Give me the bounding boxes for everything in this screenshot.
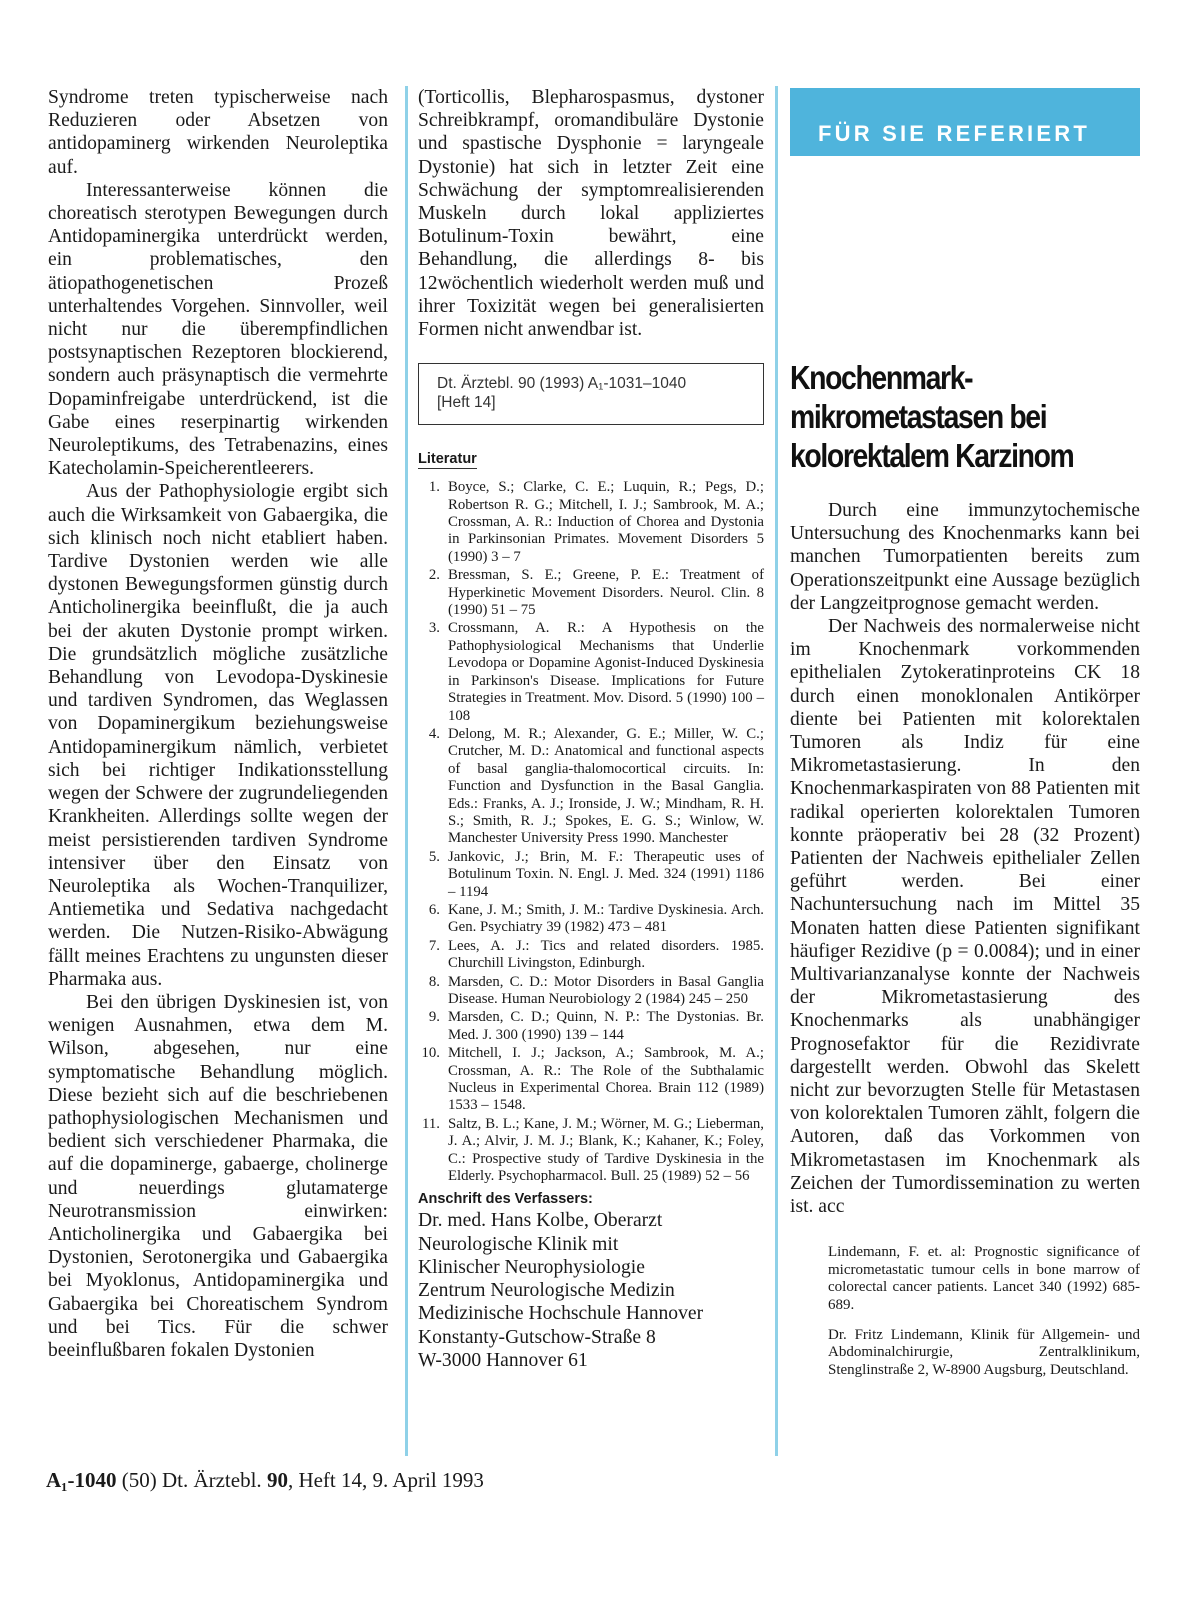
- reference-item: [418, 479, 764, 566]
- paragraph: Syndrome treten typischerweise nach Reduzieren oder Absetzen von antidopaminerg wirkenden Neuroleptika auf.: [48, 87, 388, 178]
- reference-number: 3.: [428, 620, 440, 637]
- section-banner: [790, 88, 1140, 156]
- reference-item: [418, 567, 764, 619]
- source-notes: [790, 1244, 1140, 1379]
- reference-number: 8.: [428, 973, 440, 990]
- address-line: Neurologische Klinik mit: [418, 1233, 619, 1255]
- reference-number: 5.: [428, 848, 440, 865]
- article-column-3: [790, 88, 1140, 1391]
- column-divider: [775, 86, 778, 1456]
- article-column-2: [418, 86, 764, 1372]
- reference-number: 11.: [422, 1115, 440, 1132]
- column-divider: [405, 86, 408, 1456]
- reference-text: Jankovic, J.; Brin, M. F.: Therapeutic uses of Botulinum Toxin. N. Engl. J. Med. 324 (1991) 1186 – 1194: [448, 848, 764, 900]
- reference-item: [418, 974, 764, 1009]
- reference-text: Marsden, C. D.: Motor Disorders in Basal Ganglia Disease. Human Neurobiology 2 (1984) 245 – 250: [448, 973, 764, 1008]
- reference-text: Saltz, B. L.; Kane, J. M.; Wörner, M. G.; Lieberman, J. A.; Alvir, J. M. J.; Blank, K.; Kahaner, K.; Foley, C.: Prospective study of Tardive Dyskinesia in the Elderly. Psychopharmacol. Bull. 25 (1989) 52 – 56: [448, 1115, 764, 1185]
- reference-number: 10.: [421, 1045, 440, 1062]
- banner-label: FÜR SIE REFERIERT: [818, 121, 1090, 146]
- reference-text: Kane, J. M.; Smith, J. M.: Tardive Dyskinesia. Arch. Gen. Psychiatry 39 (1982) 473 – 481: [448, 901, 764, 936]
- address-line: Klinischer Neurophysiologie: [418, 1256, 645, 1278]
- reference-text: Lees, A. J.: Tics and related disorders. 1985. Churchill Livingston, Edinburgh.: [448, 937, 764, 972]
- paragraph: Der Nachweis des normalerweise nicht im Knochenmark vorkommenden epithelialen Zytokeratinproteins CK 18 durch einen monoklonalen Antikörper diente bei Patienten mit kolorektalen Tumoren als Indiz für eine Mikrometastasierung. In den Knochenmarkaspiraten von 88 Patienten mit radikal operierten kolorektalen Tumoren konnte präoperativ bei 28 (32 Prozent) Patienten der Nachweis epithelialer Zellen geführt werden. Bei einer Nachuntersuchung nach im Mittel 35 Monaten hatten diese Patienten signifikant häufiger Rezidive (p = 0.0084); und in einer Multivarianzanalyse konnte der Nachweis der Mikrometastasierung des Knochenmarks als unabhängiger Prognosefaktor für die Rezidivrate dargestellt werden. Obwohl das Skelett nicht zur bevorzugten Stelle für Metastasen von kolorektalen Tumoren zählt, folgern die Autoren, daß das Vorkommen von Mikrometastasen im Knochenmark als Zeichen der Tumordissemination zu werten ist. acc: [790, 616, 1140, 1218]
- headline-line: kolorektalem Karzinom: [790, 437, 1074, 474]
- citation-line: Dt. Ärztebl. 90 (1993) A₁-1031–1040: [437, 375, 687, 393]
- reference-text: Bressman, S. E.; Greene, P. E.: Treatment of Hyperkinetic Movement Disorders. Neurol. Clin. 8 (1990) 51 – 75: [448, 567, 764, 619]
- reference-item: [418, 849, 764, 901]
- address-line: Dr. med. Hans Kolbe, Oberarzt: [418, 1210, 663, 1232]
- address-line: Konstanty-Gutschow-Straße 8: [418, 1326, 656, 1348]
- paragraph: Bei den übrigen Dyskinesien ist, von wenigen Ausnahmen, etwa dem M. Wilson, abgesehen, nur eine symptomatische Behandlung möglich. Diese bezieht sich auf die beschriebenen pathophysiologischen Mechanismen und bedient sich verschiedener Pharmaka, die auf die dopaminerge, gabaerge, cholinerge und neuerdings glutamaterge Neurotransmission einwirken: Anticholinergika und Gabaergika bei Dystonien, Serotonergika und Gabaergika bei Myoklonus, Antidopaminergika und Gabaergika bei Choreatischem Syndrom und bei Tics. Für die schwer beeinflußbaren fokalen Dystonien: [48, 991, 388, 1361]
- references-heading: Literatur: [418, 451, 477, 468]
- reference-number: 2.: [428, 567, 440, 584]
- paragraph: Durch eine immunzytochemische Untersuchung des Knochenmarks kann bei manchen Tumorpatienten bereits zum Operationszeitpunkt eine Aussage bezüglich der Langzeitprognose gemacht werden.: [790, 500, 1140, 614]
- reference-number: 9.: [428, 1009, 440, 1026]
- paragraph-continuation: [418, 86, 764, 341]
- address-line: Zentrum Neurologische Medizin: [418, 1280, 675, 1302]
- address-heading: Anschrift des Verfassers:: [418, 1191, 593, 1208]
- headline-line: mikrometastasen bei: [790, 398, 1047, 435]
- reference-text: Crossmann, A. R.: A Hypothesis on the Pathophysiological Mechanisms that Underlie Levodopa or Dopamine Agonist-Induced Dyskinesia in Parkinson's Disease. Implications for Future Strategies in Treatment. Mov. Disord. 5 (1990) 100 – 108: [448, 620, 764, 724]
- reference-item: [418, 1116, 764, 1186]
- reference-number: 4.: [428, 725, 440, 742]
- article-headline: [790, 358, 1143, 475]
- reference-text: Boyce, S.; Clarke, C. E.; Luquin, R.; Pegs, D.; Robertson R. G.; Mitchell, I. J.; Sambrook, M. A.; Crossman, A. R.: Induction of Chorea and Dystonia in Parkinsonian Primates. Movement Disorders 5 (1990) 3 – 7: [448, 479, 764, 565]
- reference-number: 7.: [428, 937, 440, 954]
- reference-item: [418, 620, 764, 724]
- citation-line: [Heft 14]: [437, 394, 496, 412]
- volume-number: 90: [266, 1468, 288, 1492]
- page-info: (50) Dt. Ärztebl.: [121, 1468, 262, 1492]
- issue-info: , Heft 14, 9. April 1993: [287, 1468, 484, 1492]
- source-citation: Lindemann, F. et. al: Prognostic significance of micrometastatic tumour cells in bone marrow of colorectal cancer patients. Lancet 340 (1992) 685-689.: [828, 1244, 1140, 1314]
- reference-item: [418, 726, 764, 848]
- article-body: [790, 499, 1140, 1218]
- page-footer: [46, 1468, 484, 1493]
- paragraph: Interessanterweise können die choreatisch sterotypen Bewegungen durch Antidopaminergika unterdrückt werden, ein problematisches, den ätiopathogenetischen Prozeß unterhaltendes Vorgehen. Sinnvoller, weil nicht nur die überempfindlichen postsynaptischen Rezeptoren blockierend, sondern auch präsynaptisch die vermehrte Dopaminfreigabe unterdrückend, ist die Gabe eines reserpinartig wirkenden Neuroleptikums, des Tetrabenazins, eines Katecholamin-Speicherentleerers.: [48, 179, 388, 480]
- page-code: A₁-1040: [46, 1468, 117, 1492]
- source-author: Dr. Fritz Lindemann, Klinik für Allgemein- und Abdominalchirurgie, Zentralklinikum, Stenglinstraße 2, W-8900 Augsburg, Deutschland.: [828, 1326, 1140, 1378]
- reference-text: Mitchell, I. J.; Jackson, A.; Sambrook, M. A.; Crossman, A. R.: The Role of the Subthalamic Nucleus in Experimental Chorea. Brain 112 (1989) 1533 – 1548.: [448, 1045, 764, 1114]
- reference-item: [418, 1045, 764, 1115]
- citation-box: [418, 363, 764, 425]
- address-line: W-3000 Hannover 61: [418, 1349, 588, 1371]
- reference-number: 1.: [428, 479, 440, 496]
- paragraph: (Torticollis, Blepharospasmus, dystoner Schreibkrampf, oromandibuläre Dystonie und spastische Dysphonie = laryngeale Dystonie) hat sich in letzter Zeit eine Schwächung der symptomrealisierenden Muskeln durch lokal appliziertes Botulinum-Toxin bewährt, eine Behandlung, die allerdings 8- bis 12wöchentlich wiederholt werden muß und ihrer Toxizität wegen bei generalisierten Formen nicht anwendbar ist.: [418, 87, 764, 341]
- reference-item: [418, 938, 764, 973]
- article-column-1: [48, 86, 388, 1362]
- reference-item: [418, 1009, 764, 1044]
- reference-list: [418, 479, 764, 1185]
- reference-text: Delong, M. R.; Alexander, G. E.; Miller, W. C.; Crutcher, M. D.: Anatomical and functional aspects of basal ganglia-thalomocortical circuits. In: Function and Dysfunction in the Basal Ganglia. Eds.: Franks, A. J.; Ironside, J. W.; Mindham, R. H. S.; Smith, R. J.; Spokes, E. G. S.; Winlow, W. Manchester University Press 1990. Manchester: [448, 725, 764, 847]
- reference-text: Marsden, C. D.; Quinn, N. P.: The Dystonias. Br. Med. J. 300 (1990) 139 – 144: [448, 1009, 764, 1043]
- reference-item: [418, 902, 764, 937]
- reference-number: 6.: [428, 901, 440, 918]
- paragraph: Aus der Pathophysiologie ergibt sich auch die Wirksamkeit von Gabaergika, die sich klinisch noch nicht etabliert haben. Tardive Dystonien werden wie alle dystonen Bewegungsformen günstig durch Anticholinergika beeinflußt, die ja auch bei der akuten Dystonie prompt wirken. Die grundsätzlich mögliche zusätzliche Behandlung von Levodopa-Dyskinesie und tardiven Syndromen, das Weglassen von Dopaminergikum beziehungsweise Antidopaminergikum nämlich, verbietet sich bei richtiger Indikationsstellung wegen der Schwere der zugrundeliegenden Krankheiten. Allerdings sollte wegen der meist persistierenden tardiven Syndrome intensiver über den Einsatz von Neuroleptika als Wochen-Tranquilizer, Antiemetika und Sedativa nachgedacht werden. Die Nutzen-Risiko-Abwägung fällt meines Erachtens zu ungunsten dieser Pharmaka aus.: [48, 481, 388, 990]
- author-address: [418, 1209, 764, 1371]
- headline-line: Knochenmark-: [790, 359, 973, 396]
- address-line: Medizinische Hochschule Hannover: [418, 1303, 704, 1325]
